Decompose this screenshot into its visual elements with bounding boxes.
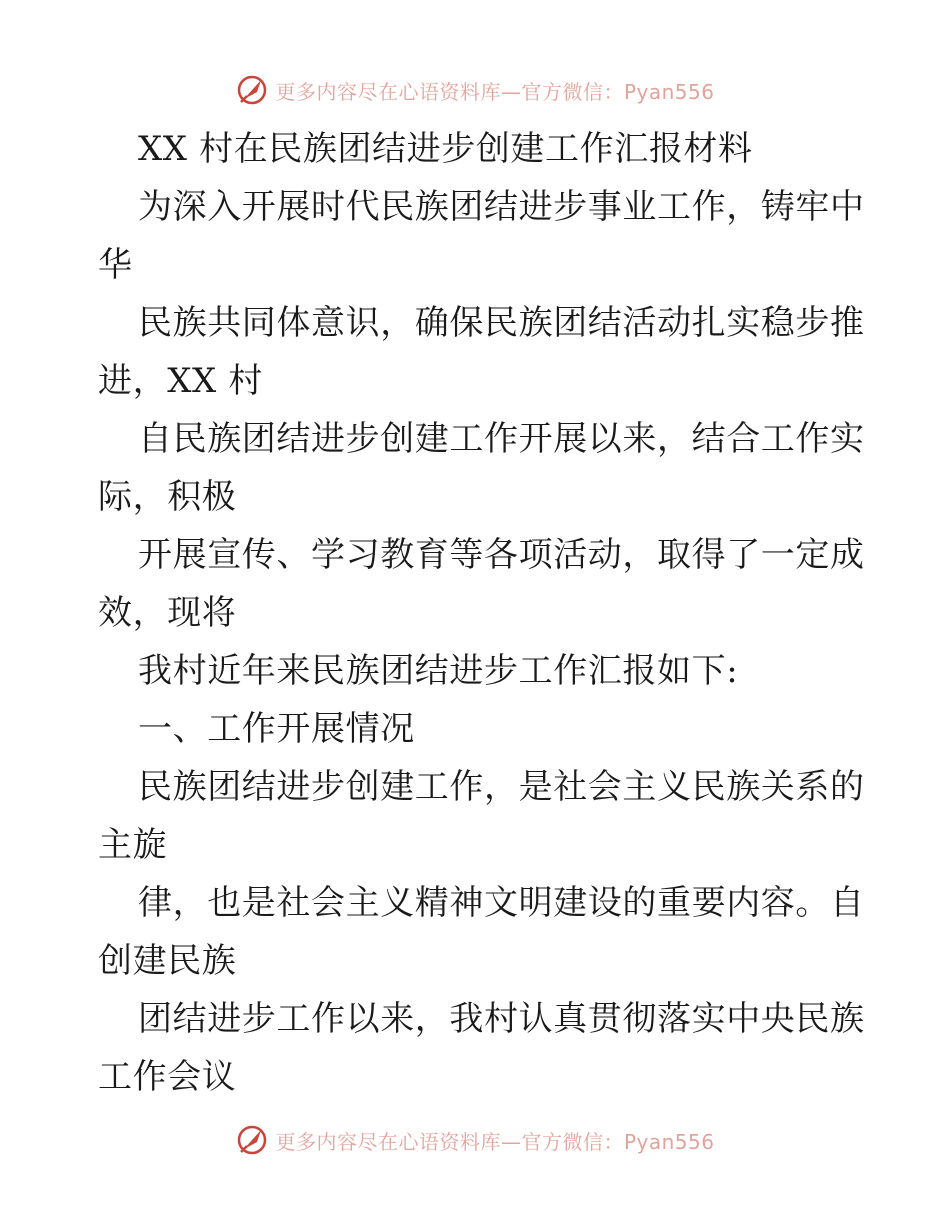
- document-body: [98, 120, 865, 1106]
- header-watermark: [0, 70, 950, 110]
- document-line: XX 村在民族团结进步创建工作汇报材料: [138, 129, 753, 169]
- quill-pen-logo-icon: [235, 73, 269, 107]
- document-line: 律，也是社会主义精神文明建设的重要内容。自: [138, 883, 865, 923]
- document-line: 主旋: [98, 825, 168, 865]
- document-line: 华: [98, 245, 133, 285]
- document-line: 团结进步工作以来，我村认真贯彻落实中央民族: [138, 999, 865, 1039]
- document-line: 际，积极: [98, 477, 237, 517]
- document-line: 一、工作开展情况: [138, 709, 415, 749]
- watermark-text: 更多内容尽在心语资料库—官方微信：Pyan556: [275, 1129, 715, 1154]
- document-line: 创建民族: [98, 941, 237, 981]
- document-line: 我村近年来民族团结进步工作汇报如下:: [138, 651, 739, 691]
- document-line: 为深入开展时代民族团结进步事业工作，铸牢中: [138, 187, 865, 227]
- document-line: 工作会议: [98, 1057, 237, 1097]
- document-line: 民族团结进步创建工作，是社会主义民族关系的: [138, 767, 865, 807]
- quill-pen-logo-icon: [235, 1123, 269, 1157]
- document-line: 自民族团结进步创建工作开展以来，结合工作实: [138, 419, 865, 459]
- footer-watermark: [0, 1120, 950, 1160]
- document-line: 效，现将: [98, 593, 237, 633]
- document-line: 进，XX 村: [98, 361, 263, 401]
- document-line: 开展宣传、学习教育等各项活动，取得了一定成: [138, 535, 865, 575]
- watermark-text: 更多内容尽在心语资料库—官方微信：Pyan556: [275, 79, 715, 104]
- document-line: 民族共同体意识，确保民族团结活动扎实稳步推: [138, 303, 865, 343]
